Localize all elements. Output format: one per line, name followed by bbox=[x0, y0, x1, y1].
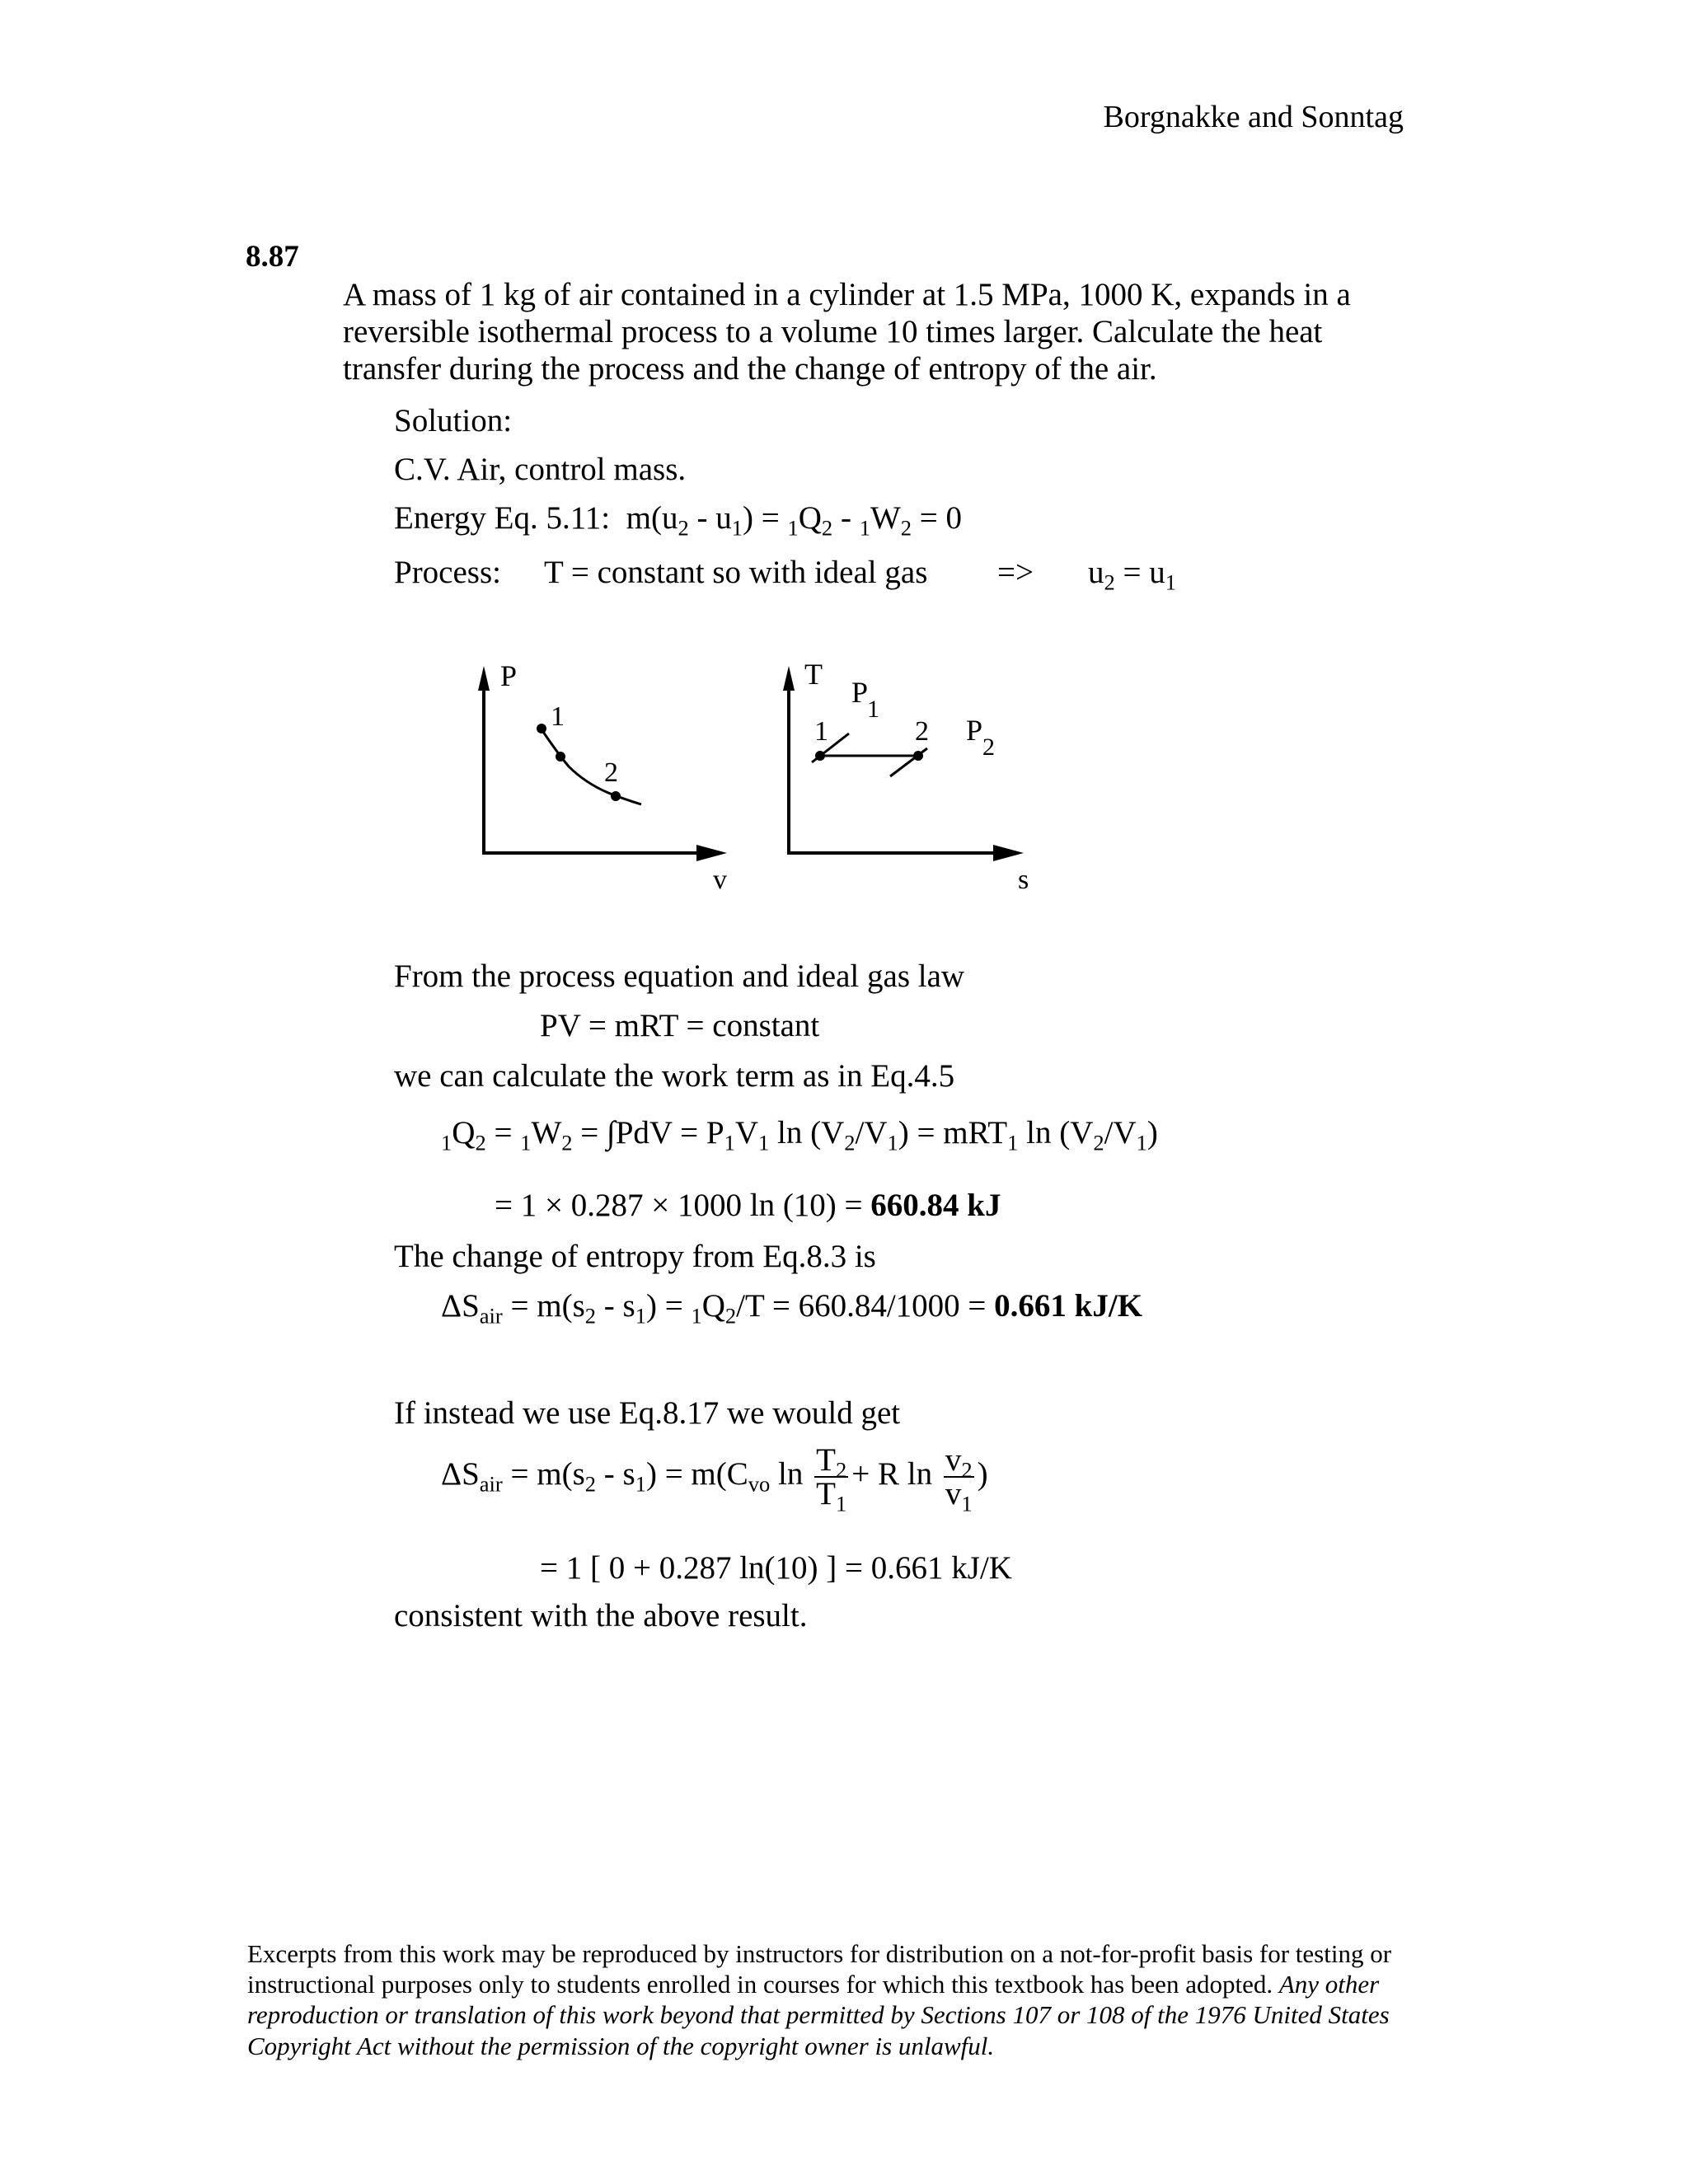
heat-calculation-expression: = 1 × 0.287 × 1000 ln (10) = bbox=[495, 1188, 871, 1223]
conclusion: consistent with the above result. bbox=[394, 1598, 808, 1633]
pv-isotherm-curve bbox=[540, 727, 641, 804]
process-text: T = constant so with ideal gas bbox=[544, 555, 928, 590]
problem-statement-line-2: reversible isothermal process to a volume 10 times larger. Calculate the heat bbox=[343, 314, 1323, 349]
heat-calculation bbox=[495, 1187, 1001, 1226]
implies-arrow: => bbox=[997, 555, 1034, 590]
ts-y-label: T bbox=[804, 658, 823, 691]
entropy-intro: The change of entropy from Eq.8.3 is bbox=[394, 1239, 876, 1274]
footer-notice: Excerpts from this work may be reproduced by instructors for distribution on a not-for-profit basis for testing or instructional purposes only to students enrolled in courses for which this textbook has been adopted. bbox=[247, 1939, 1392, 1999]
temperature-ratio: $\frac{T_2}{T_1}$ bbox=[816, 1442, 847, 1516]
problem-statement-line-1: A mass of 1 kg of air contained in a cylinder at 1.5 MPa, 1000 K, expands in a bbox=[343, 277, 1351, 312]
ts-diagram bbox=[767, 651, 1047, 898]
work-intro: we can calculate the work term as in Eq.4.5 bbox=[394, 1058, 955, 1094]
entropy-result: 0.661 kJ/K bbox=[994, 1288, 1143, 1324]
solution-label: Solution: bbox=[394, 403, 513, 438]
alternative-calculation: = 1 [ 0 + 0.287 ln(10) ] = 0.661 kJ/K bbox=[540, 1550, 1012, 1586]
ts-state-1-point bbox=[815, 751, 825, 761]
internal-energy-equal: $u_2 = u_1$ bbox=[1088, 555, 1177, 595]
ts-p2-label: P bbox=[966, 714, 983, 747]
problem-number: 8.87 bbox=[246, 240, 299, 274]
alternative-equation: $\Delta S_{air} = m(s_2 - s_1) = m(C_{vo}$ ln $\frac{T_2}{T_1}$ + R ln $\frac{v_2}{v_1}$ ) bbox=[441, 1442, 988, 1516]
alternative-intro: If instead we use Eq.8.17 we would get bbox=[394, 1395, 901, 1431]
pv-y-label: P bbox=[500, 659, 518, 692]
running-header: Borgnakke and Sonntag bbox=[1103, 100, 1404, 134]
entropy-equation: $\Delta S_{air} = m(s_2 - s_1) = _1Q_2/T = 660.84/1000 = 0.661$ kJ/K bbox=[441, 1288, 1143, 1329]
energy-label: Energy Eq. 5.11: bbox=[394, 500, 611, 536]
ts-state-2-point bbox=[913, 751, 923, 761]
ts-x-axis-arrowhead bbox=[993, 845, 1024, 861]
heat-work-equation: $_1Q_2 = _1W_2 = \int PdV = P_1V_1$ $\ln (V_2/V_1) = mRT_1$ $\ln (V_2/V_1)$ bbox=[441, 1115, 1158, 1155]
ts-p2-subscript: 2 bbox=[982, 733, 995, 761]
heat-transfer-result: 660.84 kJ bbox=[870, 1188, 1001, 1223]
process-line bbox=[394, 554, 501, 593]
footer-warning: Any other reproduction or translation of this work beyond that permitted by Sections 107 or 108 of the 1976 United States Copyright Act without the permission of the copyright owner is unlawful. bbox=[247, 1970, 1390, 2060]
pv-mid-point bbox=[556, 752, 565, 762]
pv-x-label: v bbox=[713, 865, 727, 895]
gas-law-intro: From the process equation and ideal gas law bbox=[394, 958, 965, 994]
ts-x-label: s bbox=[1018, 865, 1029, 895]
ts-p1-subscript: 1 bbox=[867, 696, 879, 723]
ts-p1-label: P bbox=[851, 676, 869, 709]
pv-diagram bbox=[462, 651, 742, 898]
volume-ratio: $\frac{v_2}{v_1}$ bbox=[945, 1442, 973, 1516]
pv-x-axis-arrowhead bbox=[696, 845, 727, 861]
energy-equation: Energy Eq. 5.11: $m(u_2 - u_1) = _1Q_2 - _1W_2 = 0$ bbox=[394, 500, 963, 541]
problem-statement-line-3: transfer during the process and the change of entropy of the air. bbox=[343, 351, 1157, 387]
ts-state-2-label: 2 bbox=[915, 716, 929, 747]
control-volume-line: C.V. Air, control mass. bbox=[394, 452, 687, 487]
pv-state-2-point bbox=[611, 791, 621, 801]
gas-law-equation: PV = mRT = constant bbox=[540, 1008, 820, 1043]
copyright-footer bbox=[247, 1938, 1418, 2061]
process-label: Process: bbox=[394, 555, 501, 590]
pv-state-1-point bbox=[537, 724, 546, 733]
entropy-calculation: /T = 660.84/1000 = bbox=[736, 1288, 995, 1324]
ts-state-1-label: 1 bbox=[814, 716, 828, 747]
pv-state-1-label: 1 bbox=[551, 701, 565, 732]
pv-state-2-label: 2 bbox=[604, 757, 618, 788]
